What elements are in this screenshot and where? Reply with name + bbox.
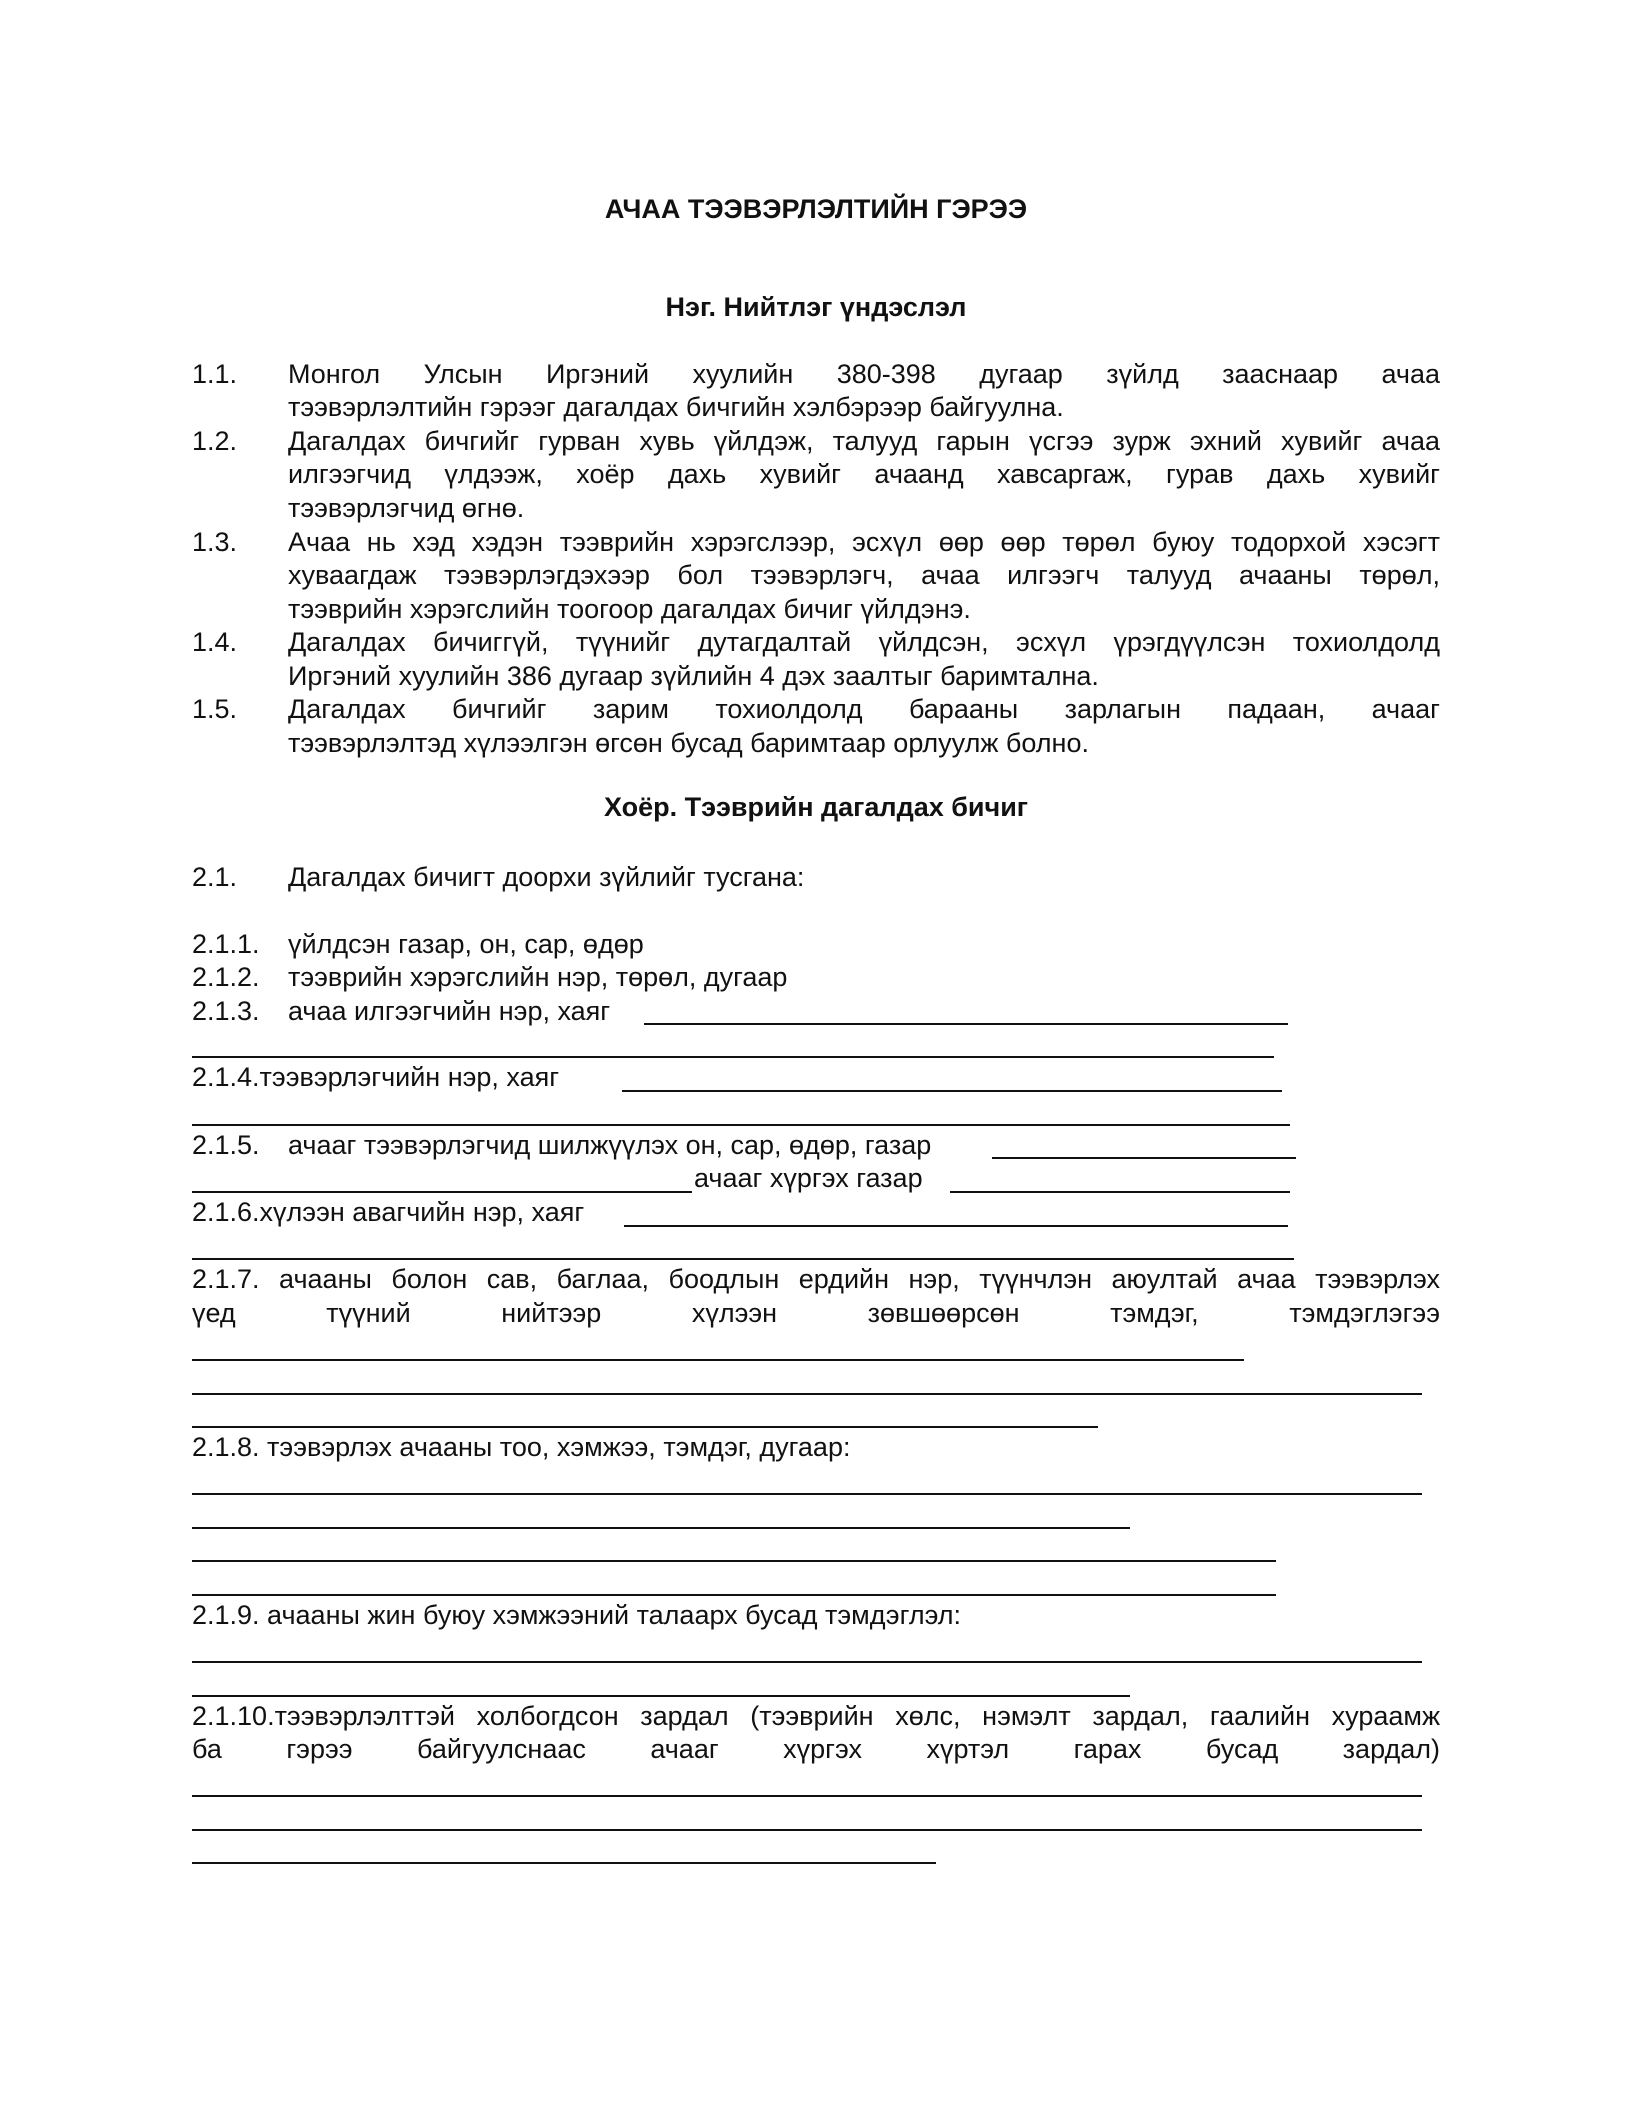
item-1-2-line-1: Дагалдах бичгийг гурван хувь үйлдэж, талууд гарын үсгээ зурж эхний хувийг ачаа: [288, 426, 1440, 456]
item-2-1-7-line-2: үед түүний нийтээр хүлээн зөвшөөрсөн тэмдэг, тэмдэглэгээ: [192, 1298, 1440, 1328]
section-2-heading: Хоёр. Тээврийн дагалдах бичиг: [603, 792, 1029, 822]
item-2-1-5-number: 2.1.5.: [192, 1130, 260, 1160]
item-2-1-4-text: 2.1.4.тээвэрлэгчийн нэр, хаяг: [192, 1062, 560, 1092]
cargo-quantity-fill-line-4[interactable]: [192, 1594, 1276, 1596]
delivery-place-label: ачааг хүргэх газар: [694, 1163, 923, 1193]
item-1-5-line-2: тээвэрлэлтэд хүлээлгэн өгсөн бусад баримтаар орлуулж болно.: [288, 728, 1089, 758]
cargo-weight-fill-line-1[interactable]: [192, 1661, 1422, 1663]
item-1-1-line-1: Монгол Улсын Иргэний хуулийн 380-398 дугаар зүйлд зааснаар ачаа: [288, 359, 1440, 389]
item-1-5-number: 1.5.: [192, 694, 238, 724]
carrier-name-fill-line[interactable]: [622, 1090, 1282, 1092]
cargo-marks-fill-line-2[interactable]: [192, 1393, 1422, 1395]
item-2-1-3-number: 2.1.3.: [192, 996, 260, 1026]
item-1-3-line-1: Ачаа нь хэд хэдэн тээврийн хэрэгслээр, эсхүл өөр өөр төрөл буюу тодорхой хэсэгт: [288, 527, 1440, 557]
item-2-1-3-text: ачаа илгээгчийн нэр, хаяг: [288, 996, 611, 1026]
item-1-4-number: 1.4.: [192, 627, 238, 657]
delivery-place-fill-line[interactable]: [950, 1191, 1290, 1193]
item-1-3-line-2: хуваагдаж тээвэрлэгдэхээр бол тээвэрлэгч, ачаа илгээгч талууд ачааны төрөл,: [288, 560, 1440, 590]
carrier-address-fill-line[interactable]: [192, 1124, 1290, 1126]
cargo-marks-fill-line-3[interactable]: [192, 1426, 1098, 1428]
handover-date-place-fill-line-2[interactable]: [192, 1191, 692, 1193]
item-1-4-line-2: Иргэний хуулийн 386 дугаар зүйлийн 4 дэх заалтыг баримтална.: [288, 661, 1099, 691]
cargo-quantity-fill-line-2[interactable]: [192, 1527, 1130, 1529]
item-1-2-line-3: тээвэрлэгчид өгнө.: [288, 493, 525, 523]
item-2-1-6-text: 2.1.6.хүлээн авагчийн нэр, хаяг: [192, 1197, 585, 1227]
cargo-weight-fill-line-2[interactable]: [192, 1695, 1130, 1697]
receiver-name-fill-line[interactable]: [624, 1225, 1288, 1227]
item-1-2-number: 1.2.: [192, 426, 238, 456]
item-2-1-10-line-1: 2.1.10.тээвэрлэлттэй холбогдсон зардал (тээврийн хөлс, нэмэлт зардал, гаалийн хураамж: [192, 1701, 1440, 1731]
item-1-2-line-2: илгээгчид үлдээж, хоёр дахь хувийг ачаанд хавсаргаж, гурав дахь хувийг: [288, 459, 1440, 489]
sender-name-fill-line[interactable]: [644, 1023, 1288, 1025]
item-2-1-9-text: 2.1.9. ачааны жин буюу хэмжээний талаарх бусад тэмдэглэл:: [192, 1600, 962, 1630]
item-2-1-1-number: 2.1.1.: [192, 929, 260, 959]
handover-date-place-fill-line[interactable]: [992, 1157, 1296, 1159]
cargo-marks-fill-line-1[interactable]: [192, 1359, 1244, 1361]
sender-address-fill-line[interactable]: [192, 1056, 1274, 1058]
item-1-5-line-1: Дагалдах бичгийг зарим тохиолдолд барааны зарлагын падаан, ачааг: [288, 694, 1440, 724]
section-1-heading: Нэг. Нийтлэг үндэслэл: [665, 292, 967, 322]
item-2-1-2-number: 2.1.2.: [192, 962, 260, 992]
item-2-1-5-text: ачааг тээвэрлэгчид шилжүүлэх он, сар, өдөр, газар: [288, 1130, 932, 1160]
item-2-1-8-text: 2.1.8. тээвэрлэх ачааны тоо, хэмжээ, тэмдэг, дугаар:: [192, 1432, 851, 1462]
expenses-fill-line-2[interactable]: [192, 1829, 1422, 1831]
item-2-1-1-text: үйлдсэн газар, он, сар, өдөр: [288, 929, 644, 959]
item-2-1-number: 2.1.: [192, 862, 238, 892]
item-2-1-10-line-2: ба гэрээ байгуулснаас ачааг хүргэх хүртэл гарах бусад зардал): [192, 1734, 1440, 1764]
item-2-1-2-text: тээврийн хэрэгслийн нэр, төрөл, дугаар: [288, 962, 788, 992]
item-1-3-line-3: тээврийн хэрэгслийн тоогоор дагалдах бичиг үйлдэнэ.: [288, 594, 971, 624]
item-1-1-number: 1.1.: [192, 359, 238, 389]
item-1-4-line-1: Дагалдах бичиггүй, түүнийг дутагдалтай үйлдсэн, эсхүл үрэгдүүлсэн тохиолдолд: [288, 627, 1440, 657]
item-2-1-text: Дагалдах бичигт доорхи зүйлийг тусгана:: [288, 862, 805, 892]
expenses-fill-line-3[interactable]: [192, 1862, 936, 1864]
document-title: АЧАА ТЭЭВЭРЛЭЛТИЙН ГЭРЭЭ: [604, 194, 1028, 224]
cargo-quantity-fill-line-1[interactable]: [192, 1493, 1422, 1495]
expenses-fill-line-1[interactable]: [192, 1795, 1422, 1797]
cargo-quantity-fill-line-3[interactable]: [192, 1560, 1276, 1562]
item-1-3-number: 1.3.: [192, 527, 238, 557]
item-1-1-line-2: тээвэрлэлтийн гэрээг дагалдах бичгийн хэлбэрээр байгуулна.: [288, 392, 1064, 422]
item-2-1-7-line-1: 2.1.7. ачааны болон сав, баглаа, боодлын ердийн нэр, түүнчлэн аюултай ачаа тээвэрлэх: [192, 1264, 1440, 1294]
receiver-address-fill-line[interactable]: [192, 1258, 1294, 1260]
